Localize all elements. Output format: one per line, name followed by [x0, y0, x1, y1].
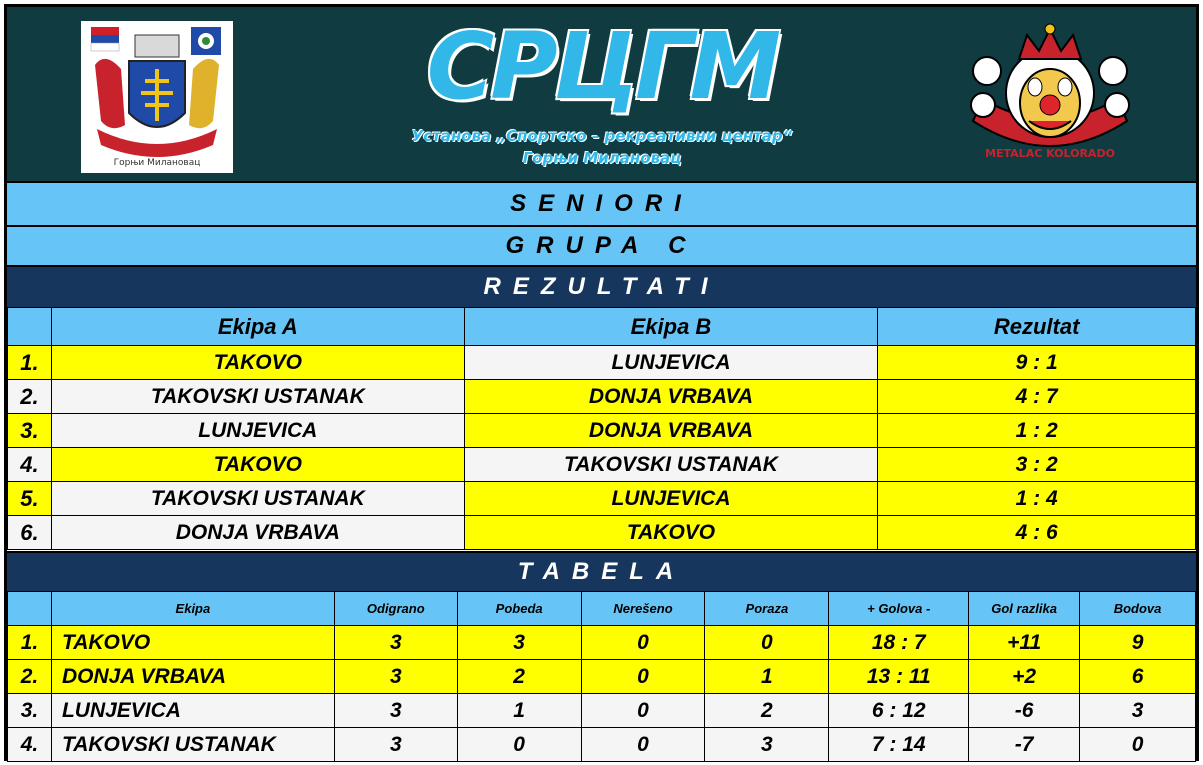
- results-header-row: [8, 308, 1196, 346]
- group-banner: GRUPA C: [7, 225, 1196, 265]
- result-number: 2.: [8, 380, 52, 414]
- header: [7, 7, 1196, 181]
- standings-lost: 1: [705, 660, 829, 694]
- result-score: 1 : 2: [878, 414, 1196, 448]
- standings-goals: 18 : 7: [829, 626, 969, 660]
- standings-goal-diff: +2: [969, 660, 1080, 694]
- standings-goal-diff: -6: [969, 694, 1080, 728]
- result-number: 5.: [8, 482, 52, 516]
- result-team-a: TAKOVSKI USTANAK: [51, 482, 464, 516]
- standings-header-drawn: Nerešeno: [581, 592, 705, 626]
- standings-points: 0: [1080, 728, 1196, 762]
- result-team-b: DONJA VRBAVA: [464, 380, 878, 414]
- municipality-crest-icon: [81, 21, 233, 173]
- results-banner: REZULTATI: [7, 265, 1196, 307]
- standings-header-played: Odigrano: [334, 592, 457, 626]
- result-team-b: LUNJEVICA: [464, 346, 878, 380]
- standings-played: 3: [334, 694, 457, 728]
- results-header-team-a: Ekipa A: [51, 308, 464, 346]
- standings-row: [8, 728, 1196, 762]
- standings-goals: 7 : 14: [829, 728, 969, 762]
- brand: [387, 13, 817, 179]
- standings-points: 6: [1080, 660, 1196, 694]
- standings-drawn: 0: [581, 626, 705, 660]
- standings-drawn: 0: [581, 660, 705, 694]
- result-team-b: LUNJEVICA: [464, 482, 878, 516]
- results-header-no: [8, 308, 52, 346]
- result-team-a: TAKOVO: [51, 346, 464, 380]
- standings-header-points: Bodova: [1080, 592, 1196, 626]
- result-row: [8, 448, 1196, 482]
- standings-drawn: 0: [581, 694, 705, 728]
- standings-header-goals: + Golova -: [829, 592, 969, 626]
- result-team-b: TAKOVSKI USTANAK: [464, 448, 878, 482]
- standings-header-no: [8, 592, 52, 626]
- standings-position: 1.: [8, 626, 52, 660]
- standings-won: 3: [457, 626, 581, 660]
- result-score: 1 : 4: [878, 482, 1196, 516]
- brand-title: СРЦГМ: [426, 13, 778, 120]
- standings-header-team: Ekipa: [51, 592, 334, 626]
- results-header-score: Rezultat: [878, 308, 1196, 346]
- brand-location: Горњи Милановац: [522, 149, 682, 167]
- standings-won: 2: [457, 660, 581, 694]
- standings-position: 4.: [8, 728, 52, 762]
- standings-table: [7, 591, 1196, 762]
- standings-won: 1: [457, 694, 581, 728]
- result-team-b: TAKOVO: [464, 516, 878, 550]
- standings-drawn: 0: [581, 728, 705, 762]
- result-team-a: LUNJEVICA: [51, 414, 464, 448]
- standings-team: TAKOVSKI USTANAK: [51, 728, 334, 762]
- standings-goals: 13 : 11: [829, 660, 969, 694]
- standings-points: 9: [1080, 626, 1196, 660]
- result-team-a: DONJA VRBAVA: [51, 516, 464, 550]
- standings-lost: 0: [705, 626, 829, 660]
- standings-lost: 2: [705, 694, 829, 728]
- standings-won: 0: [457, 728, 581, 762]
- result-team-b: DONJA VRBAVA: [464, 414, 878, 448]
- crest-label: Горњи Милановац: [113, 158, 201, 168]
- result-row: [8, 380, 1196, 414]
- result-row: [8, 346, 1196, 380]
- standings-goals: 6 : 12: [829, 694, 969, 728]
- result-number: 4.: [8, 448, 52, 482]
- standings-played: 3: [334, 660, 457, 694]
- standings-position: 2.: [8, 660, 52, 694]
- result-number: 3.: [8, 414, 52, 448]
- result-row: [8, 414, 1196, 448]
- standings-header-goal-diff: Gol razlika: [969, 592, 1080, 626]
- standings-goal-diff: +11: [969, 626, 1080, 660]
- standings-row: [8, 660, 1196, 694]
- result-number: 6.: [8, 516, 52, 550]
- result-number: 1.: [8, 346, 52, 380]
- result-row: [8, 482, 1196, 516]
- standings-played: 3: [334, 728, 457, 762]
- standings-team: DONJA VRBAVA: [51, 660, 334, 694]
- club-logo-text: METALAC KOLORADO: [985, 147, 1115, 160]
- result-team-a: TAKOVSKI USTANAK: [51, 380, 464, 414]
- standings-played: 3: [334, 626, 457, 660]
- standings-header-won: Pobeda: [457, 592, 581, 626]
- standings-row: [8, 626, 1196, 660]
- results-table: [7, 307, 1196, 550]
- metalac-kolorado-club-logo: [957, 21, 1143, 171]
- standings-team: TAKOVO: [51, 626, 334, 660]
- category-banner: SENIORI: [7, 181, 1196, 225]
- result-team-a: TAKOVO: [51, 448, 464, 482]
- result-score: 4 : 6: [878, 516, 1196, 550]
- result-row: [8, 516, 1196, 550]
- standings-header-row: [8, 592, 1196, 626]
- standings-row: [8, 694, 1196, 728]
- standings-header-lost: Poraza: [705, 592, 829, 626]
- table-banner: TABELA: [7, 551, 1196, 591]
- result-score: 9 : 1: [878, 346, 1196, 380]
- standings-team: LUNJEVICA: [51, 694, 334, 728]
- standings-lost: 3: [705, 728, 829, 762]
- standings-position: 3.: [8, 694, 52, 728]
- results-sheet: [4, 4, 1199, 761]
- result-score: 3 : 2: [878, 448, 1196, 482]
- results-header-team-b: Ekipa B: [464, 308, 878, 346]
- brand-subtitle: Установа „Спортско – рекреативни центар“: [411, 127, 793, 145]
- standings-points: 3: [1080, 694, 1196, 728]
- standings-goal-diff: -7: [969, 728, 1080, 762]
- result-score: 4 : 7: [878, 380, 1196, 414]
